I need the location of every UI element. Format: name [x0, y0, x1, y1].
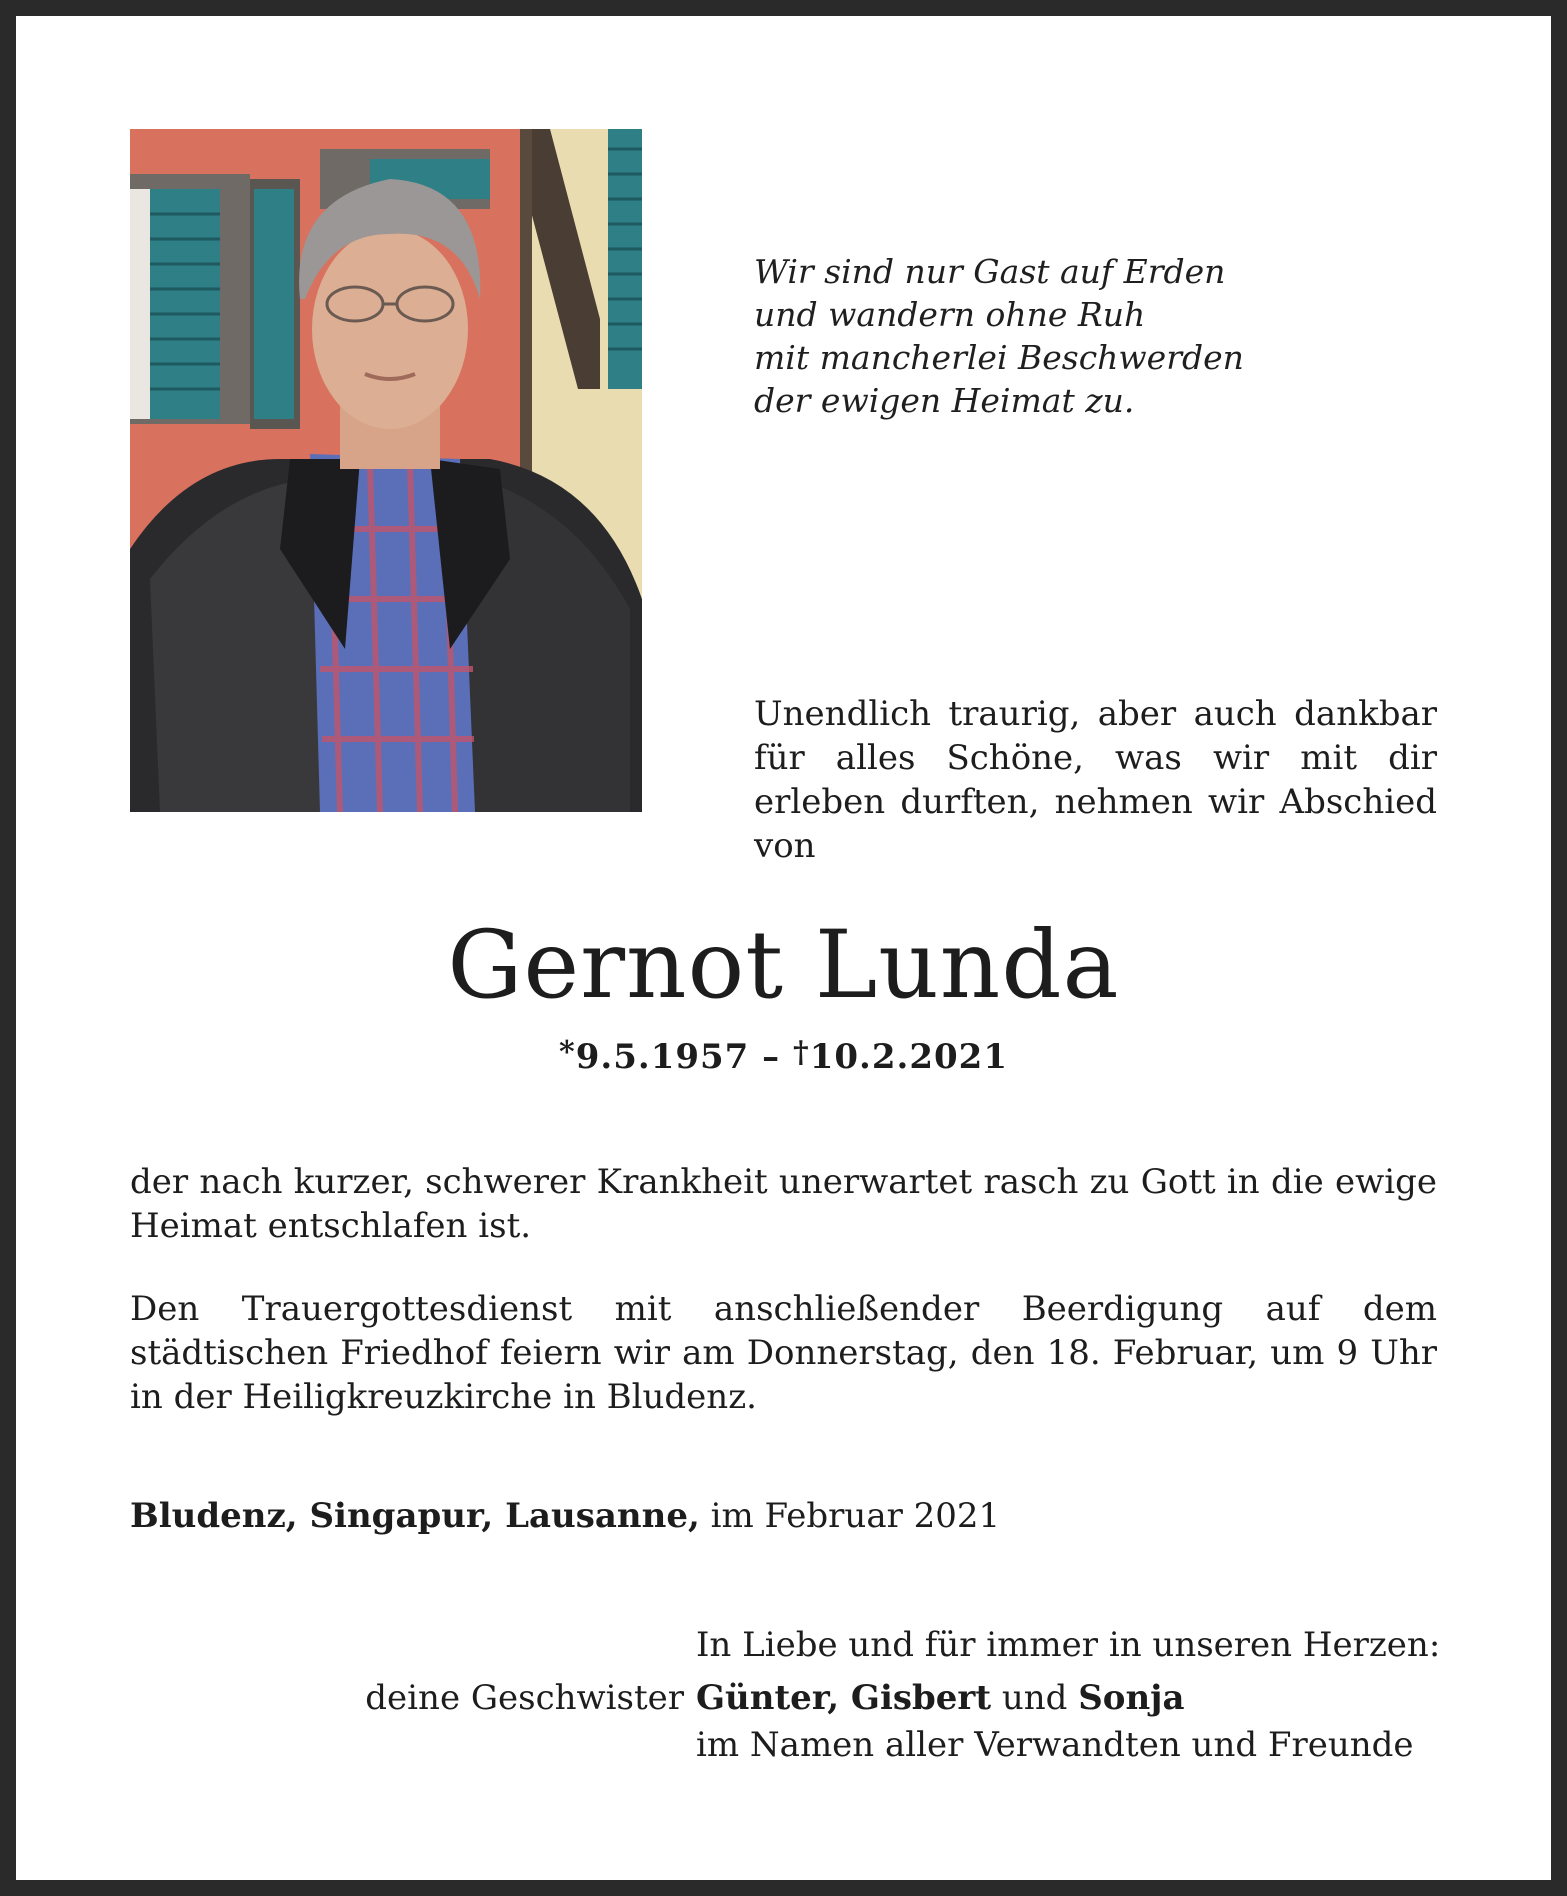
signature-name-2: Sonja	[1078, 1678, 1185, 1718]
signature-conj: und	[991, 1678, 1079, 1718]
death-symbol: †	[793, 1035, 810, 1070]
portrait-photo	[130, 129, 642, 812]
signature-names	[696, 1676, 1185, 1720]
closing-line: In Liebe und für immer in unseren Herzen:	[696, 1625, 1441, 1665]
places: Bludenz, Singapur, Lausanne,	[130, 1496, 700, 1536]
signature-name-1: Günter, Gisbert	[696, 1678, 992, 1718]
signature-last-line: im Namen aller Verwandten und Freunde	[696, 1725, 1414, 1765]
birth-date: 9.5.1957	[575, 1037, 750, 1077]
poem-line: Wir sind nur Gast auf Erden	[754, 252, 1226, 291]
date-separator: –	[749, 1037, 794, 1077]
life-dates	[0, 1035, 1567, 1081]
poem-line: und wandern ohne Ruh	[754, 295, 1146, 334]
funeral-text: Den Trauergottesdienst mit anschließender Beerdigung auf dem städtischen Friedhof feiern wir am Donnerstag, den 18. Februar, um 9 Uhr in der Heiligkreuzkirche in Bludenz.	[130, 1289, 1437, 1417]
place-date: im Februar 2021	[699, 1496, 1001, 1536]
passing-text: der nach kurzer, schwerer Krankheit unerwartet rasch zu Gott in die ewige Heimat entschlafen ist.	[130, 1162, 1437, 1246]
poem	[754, 250, 1314, 422]
birth-symbol: *	[559, 1035, 576, 1070]
signature-prefix: deine Geschwister	[365, 1678, 684, 1718]
poem-line: mit mancherlei Beschwerden	[754, 338, 1244, 377]
intro-text: Unendlich traurig, aber auch dankbar für alles Schöne, was wir mit dir erleben durften, nehmen wir Abschied von	[754, 694, 1437, 866]
place-date-line	[130, 1494, 1000, 1538]
poem-line: der ewigen Heimat zu.	[754, 381, 1135, 420]
portrait-illustration	[130, 129, 642, 812]
death-date: 10.2.2021	[809, 1037, 1008, 1077]
deceased-name: Gernot Lunda	[447, 911, 1120, 1020]
